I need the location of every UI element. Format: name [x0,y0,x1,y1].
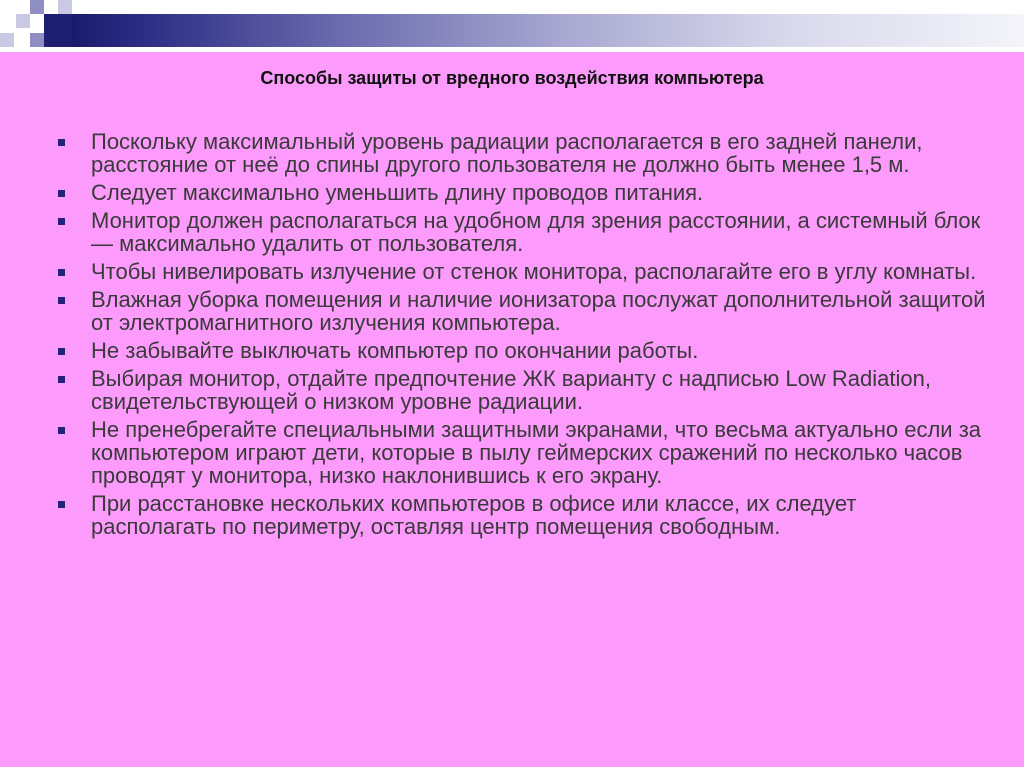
decor-square [58,0,72,14]
bullet-text: Не забывайте выключать компьютер по окончании работы. [91,338,699,363]
decor-square [30,33,44,47]
bullet-text: Влажная уборка помещения и наличие ионизатора послужат дополнительной защитой от электромагнитного излучения компьютера. [91,287,986,335]
decor-square [44,14,72,47]
bullet-text: Не пренебрегайте специальными защитными экранами, что весьма актуально если за компьютером играют дети, которые в пылу геймерских сражений по несколько часов проводят у монитора, низко наклонившись к его экрану. [91,417,982,488]
decor-square [30,0,44,14]
bullet-text: При расстановке нескольких компьютеров в офисе или классе, их следует располагать по периметру, оставляя центр помещения свободным. [91,491,857,539]
bullet-item [56,209,986,255]
bullet-item [56,288,986,334]
square-bullet-icon [58,376,65,383]
bullet-item [56,367,986,413]
square-bullet-icon [58,218,65,225]
bullet-item [56,418,986,487]
bullet-text: Выбирая монитор, отдайте предпочтение ЖК варианту с надписью Low Radiation, свидетельствующей о низком уровне радиации. [91,366,931,414]
decor-square [16,14,30,28]
square-bullet-icon [58,139,65,146]
bullet-list [56,130,986,543]
bullet-text: Монитор должен располагаться на удобном для зрения расстоянии, а системный блок — максимально удалить от пользователя. [91,208,981,256]
header-decoration [0,0,1024,52]
square-bullet-icon [58,297,65,304]
bullet-item [56,181,986,204]
decor-square [0,33,14,47]
bullet-item [56,130,986,176]
square-bullet-icon [58,501,65,508]
bullet-text: Следует максимально уменьшить длину проводов питания. [91,180,704,205]
bullet-text: Поскольку максимальный уровень радиации располагается в его задней панели, расстояние от неё до спины другого пользователя не должно быть менее 1,5 м. [91,129,923,177]
bullet-item [56,492,986,538]
square-bullet-icon [58,427,65,434]
square-bullet-icon [58,269,65,276]
bullet-text: Чтобы нивелировать излучение от стенок монитора, располагайте его в углу комнаты. [91,259,977,284]
header-gradient-bar [72,14,1024,47]
square-bullet-icon [58,190,65,197]
square-bullet-icon [58,348,65,355]
slide-title: Способы защиты от вредного воздействия компьютера [260,68,764,88]
bullet-item [56,339,986,362]
bullet-item [56,260,986,283]
